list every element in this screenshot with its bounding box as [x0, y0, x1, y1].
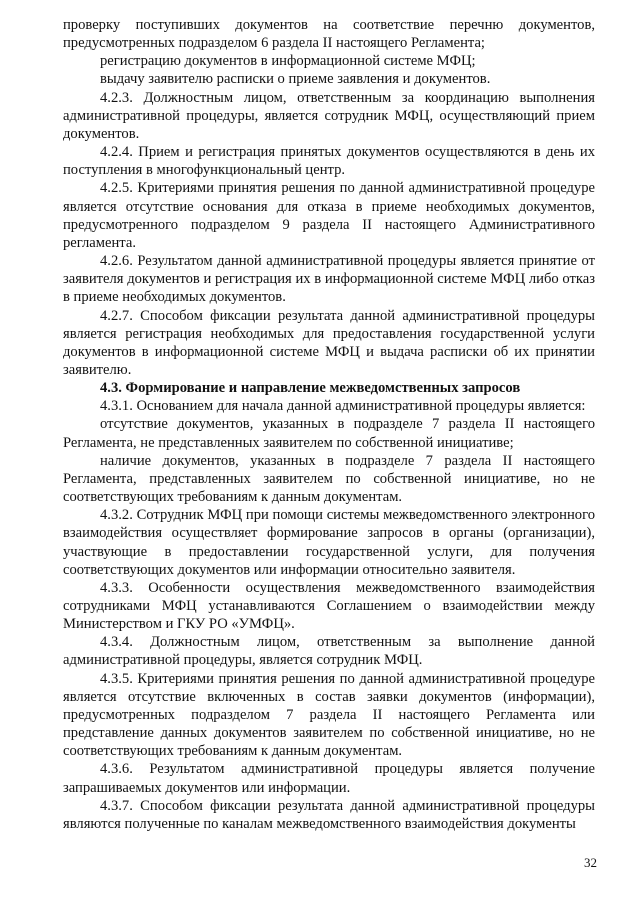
- paragraph-4-3-7: 4.3.7. Способом фиксации результата данной административной процедуры являются полученные по каналам межведомственного взаимодействия документы: [63, 797, 595, 832]
- paragraph-4-3-4: 4.3.4. Должностным лицом, ответственным за выполнение данной административной процедуры, является сотрудник МФЦ.: [63, 634, 595, 669]
- paragraph-list-item: наличие документов, указанных в подразделе 7 раздела II настоящего Регламента, представленных заявителем по собственной инициативе, но не соответствующих требованиям к данным документам.: [63, 452, 595, 506]
- section-heading-4-3: 4.3. Формирование и направление межведомственных запросов: [100, 380, 521, 397]
- document-page: [63, 16, 595, 833]
- paragraph-4-2-5: 4.2.5. Критериями принятия решения по данной административной процедуре является отсутствие основания для отказа в приеме необходимых документов, предусмотренного подразделом 9 раздела II настоящего Административного регламента.: [63, 180, 595, 251]
- paragraph-list-item: регистрацию документов в информационной системе МФЦ;: [100, 53, 476, 70]
- paragraph-continuation: проверку поступивших документов на соответствие перечню документов, предусмотренных подразделом 6 раздела II настоящего Регламента;: [63, 17, 595, 52]
- paragraph-list-item: отсутствие документов, указанных в подразделе 7 раздела II настоящего Регламента, не представленных заявителем по собственной инициативе;: [63, 416, 595, 451]
- paragraph-list-item: выдачу заявителю расписки о приеме заявления и документов.: [100, 71, 491, 88]
- paragraph-4-2-3: 4.2.3. Должностным лицом, ответственным за координацию выполнения административной процедуры, является сотрудник МФЦ, осуществляющий прием документов.: [63, 89, 595, 142]
- paragraph-4-2-7: 4.2.7. Способом фиксации результата данной административной процедуры является регистрация необходимых для предоставления государственной услуги документов в информационной системе МФЦ и выдача расписки об их принятии заявителю.: [63, 307, 595, 378]
- page-number: 32: [584, 855, 597, 870]
- paragraph-4-3-1: 4.3.1. Основанием для начала данной административной процедуры является:: [100, 398, 586, 415]
- paragraph-4-3-3: 4.3.3. Особенности осуществления межведомственного взаимодействия сотрудниками МФЦ устанавливаются Соглашением о взаимодействии между Министерством и ГКУ РО «УМФЦ».: [63, 579, 595, 633]
- paragraph-4-3-2: 4.3.2. Сотрудник МФЦ при помощи системы межведомственного электронного взаимодействия осуществляет формирование запросов в органы (организации), участвующие в предоставлении государственной услуги, для получения соответствующих документов или информации относительно заявителя.: [63, 507, 595, 578]
- paragraph-4-3-6: 4.3.6. Результатом административной процедуры является получение запрашиваемых документов или информации.: [63, 761, 595, 796]
- paragraph-4-2-6: 4.2.6. Результатом данной административной процедуры является принятие от заявителя документов и регистрация их в информационной системе МФЦ либо отказ в приеме необходимых документов.: [63, 253, 595, 306]
- paragraph-4-3-5: 4.3.5. Критериями принятия решения по данной административной процедуре является отсутствие включенных в состав заявки документов (информации), предусмотренных подразделом 7 раздела II настоящего Регламента или представление данных документов заявителем по собственной инициативе, но не соответствующих требованиям к данным документам.: [63, 670, 595, 760]
- paragraph-4-2-4: 4.2.4. Прием и регистрация принятых документов осуществляются в день их поступления в многофункциональный центр.: [63, 144, 595, 179]
